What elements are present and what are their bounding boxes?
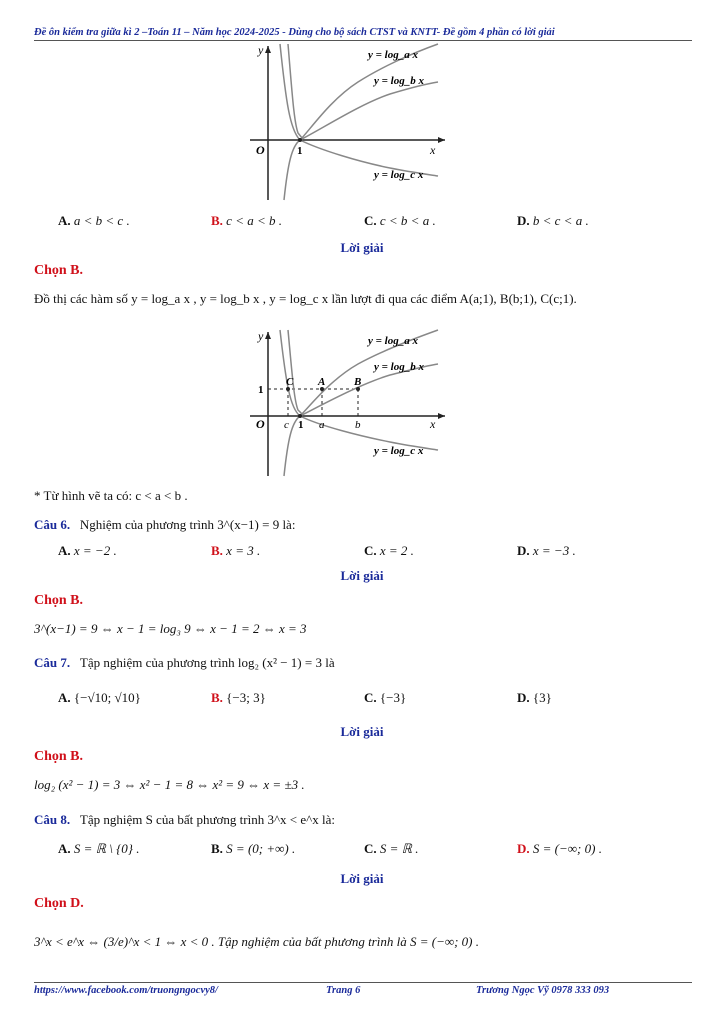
q5-option-d[interactable] bbox=[517, 213, 589, 229]
q7-option-c-label: C. bbox=[364, 690, 377, 705]
a-label: a bbox=[319, 419, 325, 431]
q8-option-a-label: A. bbox=[58, 841, 71, 856]
q7-title: Câu 7. bbox=[34, 655, 71, 670]
q8-option-b-label: B. bbox=[211, 841, 223, 856]
q5-option-b-text: c < a < b . bbox=[226, 213, 282, 228]
q6-option-b-text: x = 3 . bbox=[226, 543, 261, 558]
C-label: C bbox=[286, 376, 294, 388]
q6-answer: Chọn B. bbox=[34, 593, 84, 608]
q6-option-d-label: D. bbox=[517, 543, 530, 558]
q5-option-d-label: D. bbox=[517, 213, 530, 228]
header-divider bbox=[34, 40, 692, 41]
q6-option-b-label: B. bbox=[211, 543, 223, 558]
q5-answer: Chọn B. bbox=[34, 263, 84, 278]
q5-option-c[interactable] bbox=[364, 213, 436, 229]
q8-option-b-text: S = (0; +∞) . bbox=[226, 841, 296, 856]
q8-solution-title: Lời giải bbox=[340, 871, 384, 886]
footer-author: Trương Ngọc Vỹ 0978 333 093 bbox=[476, 985, 610, 996]
q6-question: Nghiệm của phương trình 3^(x−1) = 9 là: bbox=[79, 517, 296, 532]
page-header: Đề ôn kiểm tra giữa kì 2 –Toán 11 – Năm học 2024-2025 - Dùng cho bộ sách CTST và KNTT- Đề gồm 4 phần có lời giải bbox=[34, 27, 555, 38]
q6-option-a-text: x = −2 . bbox=[73, 543, 117, 558]
q8-option-a-text: S = ℝ \ {0} . bbox=[73, 841, 140, 856]
q5-option-b[interactable] bbox=[211, 213, 282, 229]
curve-a-label-2: y = log_a x bbox=[368, 335, 418, 347]
q8-option-d-label: D. bbox=[517, 841, 530, 856]
q7-option-a-text: {−√10; √10} bbox=[73, 690, 141, 705]
q6-option-a[interactable] bbox=[58, 543, 117, 559]
y-label: y bbox=[258, 43, 264, 57]
q7-option-b-label: B. bbox=[211, 690, 223, 705]
q8-option-c-text: S = ℝ . bbox=[379, 841, 419, 856]
q7-answer: Chọn B. bbox=[34, 749, 84, 764]
B-label: B bbox=[354, 376, 362, 388]
q6-option-d[interactable] bbox=[517, 543, 576, 559]
x-axis-arrow-2 bbox=[438, 413, 445, 419]
y-axis-arrow bbox=[265, 46, 271, 53]
q7-explanation: log₂ (x² − 1) = 3 ⇔ x² − 1 = 8 ⇔ x² = 9 ⇔ x = ±3 . bbox=[34, 777, 305, 792]
A-label: A bbox=[318, 376, 326, 388]
q8-option-a[interactable] bbox=[58, 841, 139, 857]
q8-option-c-label: C. bbox=[364, 841, 377, 856]
q8-option-c[interactable] bbox=[364, 841, 418, 857]
q5-explanation: Đồ thị các hàm số y = log_a x , y = log_b x , y = log_c x lần lượt đi qua các điểm A(a;1), B(b;1), C(c;1). bbox=[34, 291, 577, 306]
log-graph-1 bbox=[240, 42, 450, 202]
q6-question-row bbox=[34, 517, 295, 533]
x-axis-arrow bbox=[438, 137, 445, 143]
q7-option-b[interactable] bbox=[211, 690, 266, 706]
q5-option-a-label: A. bbox=[58, 213, 71, 228]
q5-option-a-text: a < b < c . bbox=[73, 213, 130, 228]
q6-option-a-label: A. bbox=[58, 543, 71, 558]
q5-option-c-label: C. bbox=[364, 213, 377, 228]
q7-option-d[interactable] bbox=[517, 690, 552, 706]
one-x-label: 1 bbox=[298, 419, 304, 431]
y-label-2: y bbox=[258, 329, 264, 343]
q5-option-c-text: c < b < a . bbox=[379, 213, 436, 228]
x-label-2: x bbox=[430, 417, 436, 431]
q8-question: Tập nghiệm S của bất phương trình 3^x < e^x là: bbox=[79, 812, 335, 827]
q5-option-a[interactable] bbox=[58, 213, 130, 229]
q8-option-d[interactable] bbox=[517, 841, 602, 857]
q6-solution-title: Lời giải bbox=[340, 568, 384, 583]
q8-title: Câu 8. bbox=[34, 812, 71, 827]
origin-label-2: O bbox=[256, 417, 265, 431]
q7-option-b-text: {−3; 3} bbox=[226, 690, 266, 705]
x-label: x bbox=[430, 143, 436, 157]
point-1 bbox=[298, 138, 302, 142]
origin-label: O bbox=[256, 143, 265, 157]
q8-explanation: 3^x < e^x ⇔ (3/e)^x < 1 ⇔ x < 0 . Tập nghiệm của bất phương trình là S = (−∞; 0) . bbox=[34, 934, 480, 949]
c-label: c bbox=[284, 419, 289, 431]
q7-solution-title: Lời giải bbox=[340, 724, 384, 739]
log-graph-2 bbox=[240, 328, 450, 478]
curve-c-label-2: y = log_c x bbox=[374, 445, 424, 457]
q6-explanation: 3^(x−1) = 9 ⇔ x − 1 = log₃ 9 ⇔ x − 1 = 2 ⇔ x = 3 bbox=[34, 621, 307, 636]
q5-option-d-text: b < c < a . bbox=[532, 213, 589, 228]
q7-question: Tập nghiệm của phương trình log₂ (x² − 1) = 3 là bbox=[79, 655, 335, 670]
b-label: b bbox=[355, 419, 361, 431]
curve-b-label-2: y = log_b x bbox=[374, 361, 424, 373]
q7-option-a[interactable] bbox=[58, 690, 141, 706]
q7-option-a-label: A. bbox=[58, 690, 71, 705]
q6-option-c-text: x = 2 . bbox=[379, 543, 414, 558]
q7-question-row bbox=[34, 655, 335, 671]
q7-option-d-text: {3} bbox=[532, 690, 552, 705]
curve-a-label: y = log_a x bbox=[368, 49, 418, 61]
q5-option-b-label: B. bbox=[211, 213, 223, 228]
footer-page: Trang 6 bbox=[326, 985, 361, 996]
q8-question-row bbox=[34, 812, 335, 828]
q5-solution-title: Lời giải bbox=[340, 240, 384, 255]
q6-option-c-label: C. bbox=[364, 543, 377, 558]
curve-c-label: y = log_c x bbox=[374, 169, 424, 181]
footer-divider bbox=[34, 982, 692, 983]
q8-option-d-text: S = (−∞; 0) . bbox=[532, 841, 602, 856]
q8-answer: Chọn D. bbox=[34, 896, 84, 911]
q7-option-c[interactable] bbox=[364, 690, 406, 706]
q8-option-b[interactable] bbox=[211, 841, 295, 857]
one-label: 1 bbox=[297, 145, 303, 157]
q7-option-d-label: D. bbox=[517, 690, 530, 705]
q5-conclusion: * Từ hình vẽ ta có: c < a < b . bbox=[34, 488, 188, 503]
footer-link[interactable]: https://www.facebook.com/truongngocvy8/ bbox=[34, 985, 218, 996]
q6-option-b[interactable] bbox=[211, 543, 260, 559]
q7-option-c-text: {−3} bbox=[379, 690, 407, 705]
q6-option-c[interactable] bbox=[364, 543, 414, 559]
y-axis-arrow-2 bbox=[265, 332, 271, 339]
point-1-2 bbox=[298, 414, 302, 418]
q6-title: Câu 6. bbox=[34, 517, 71, 532]
q6-option-d-text: x = −3 . bbox=[532, 543, 576, 558]
curve-b-label: y = log_b x bbox=[374, 75, 424, 87]
one-y-label: 1 bbox=[258, 384, 264, 396]
